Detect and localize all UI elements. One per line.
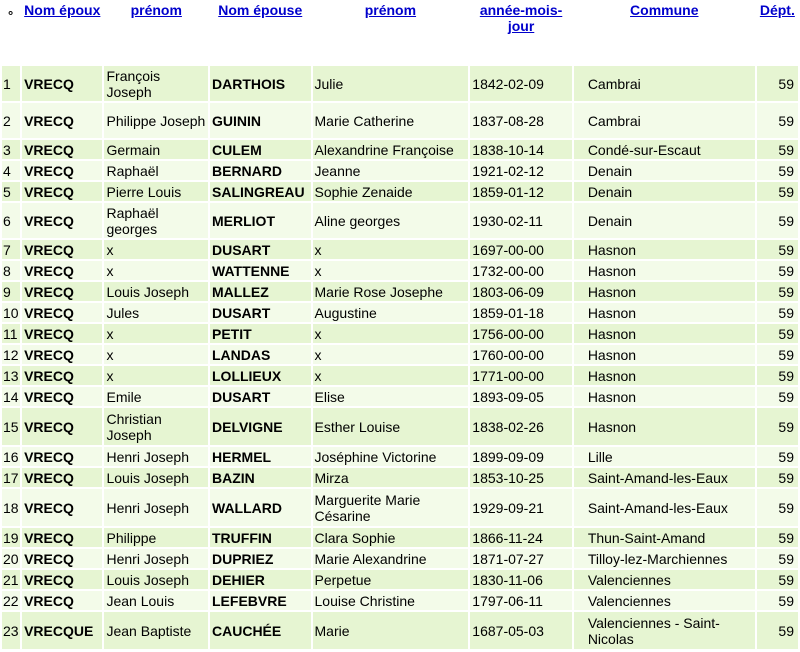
commune-cell: Thun-Saint-Amand [574, 528, 755, 547]
row-number: 1 [2, 66, 20, 101]
nom-epoux-cell: VRECQ [22, 387, 102, 406]
row-number: 12 [3, 346, 19, 363]
date-cell: 1842-02-09 [470, 66, 572, 101]
table-row [2, 387, 798, 406]
dept-cell: 59 [757, 282, 798, 301]
nom-epouse-cell: SALINGREAU [210, 182, 311, 201]
commune-cell: Valenciennes - Saint-Nicolas [574, 612, 755, 649]
header-row [2, 2, 798, 64]
row-number: 13 [3, 367, 19, 384]
nom-epouse-cell: LOLLIEUX [210, 366, 311, 385]
nom-epouse-cell: LANDAS [210, 345, 311, 364]
nom-epouse-cell: LEFEBVRE [210, 591, 311, 610]
prenom-cell: Germain [104, 140, 208, 159]
commune-cell: Hasnon [574, 303, 755, 322]
commune-cell: Saint-Amand-les-Eaux [574, 468, 755, 487]
row-number: 18 [2, 489, 20, 526]
nom-epouse-cell: DELVIGNE [210, 408, 311, 445]
dept-cell: 59 [757, 591, 798, 610]
table-row [2, 612, 798, 649]
commune-cell: Hasnon [574, 282, 755, 301]
row-number: 10 [3, 304, 19, 321]
nom-epoux-cell: VRECQ [22, 303, 102, 322]
date-cell: 1830-11-06 [470, 570, 572, 589]
table-row [2, 570, 798, 589]
date-cell: 1859-01-18 [470, 303, 572, 322]
date-cell: 1756-00-00 [470, 324, 572, 343]
table-row [2, 103, 798, 138]
prenom-cell: Jean Louis [104, 591, 208, 610]
prenom-cell: Raphaël georges [104, 203, 208, 238]
prenom-epouse-cell: x [313, 324, 469, 343]
dept-cell: 59 [757, 182, 798, 201]
prenom-cell: Christian Joseph [104, 408, 208, 445]
row-number: 17 [3, 469, 19, 486]
table-row [2, 303, 798, 322]
prenom-cell: François Joseph [104, 66, 208, 101]
commune-cell: Valenciennes [574, 570, 755, 589]
nom-epouse-cell: TRUFFIN [210, 528, 311, 547]
nom-epoux-cell: VRECQ [22, 203, 102, 238]
table-row [2, 408, 798, 445]
commune-cell: Hasnon [574, 345, 755, 364]
commune-cell: Cambrai [574, 66, 755, 101]
nom-epouse-cell: MALLEZ [210, 282, 311, 301]
prenom-epouse-cell: Marie Alexandrine [313, 549, 469, 568]
prenom-epouse-cell: Marie Catherine [313, 103, 469, 138]
table-row [2, 549, 798, 568]
prenom-epouse-cell: Aline georges [313, 203, 469, 238]
prenom-cell: Henri Joseph [104, 489, 208, 526]
prenom-epouse-cell: Marie [313, 612, 469, 649]
commune-cell: Denain [574, 203, 755, 238]
nom-epoux-cell: VRECQ [22, 366, 102, 385]
prenom-cell: Louis Joseph [104, 570, 208, 589]
dept-cell: 59 [757, 261, 798, 280]
prenom-cell: Philippe Joseph [104, 103, 208, 138]
dept-cell: 59 [757, 203, 798, 238]
table-row [2, 468, 798, 487]
date-cell: 1732-00-00 [470, 261, 572, 280]
date-cell: 1760-00-00 [470, 345, 572, 364]
nom-epouse-cell: CULEM [210, 140, 311, 159]
prenom-cell: Louis Joseph [104, 468, 208, 487]
nom-epouse-cell: WATTENNE [210, 261, 311, 280]
prenom-epouse-cell: Julie [313, 66, 469, 101]
nom-epouse-cell: CAUCHÉE [210, 612, 311, 649]
dept-cell: 59 [757, 612, 798, 649]
commune-cell: Denain [574, 182, 755, 201]
commune-cell: Valenciennes [574, 591, 755, 610]
prenom-epouse-cell: Perpetue [313, 570, 469, 589]
prenom-cell: Pierre Louis [104, 182, 208, 201]
prenom-epouse-cell: Augustine [313, 303, 469, 322]
table-row [2, 528, 798, 547]
nom-epouse-cell: BAZIN [210, 468, 311, 487]
nom-epouse-cell: PETIT [210, 324, 311, 343]
prenom-epouse-cell: Mirza [313, 468, 469, 487]
prenom-epouse-cell: Sophie Zenaide [313, 182, 469, 201]
nom-epoux-cell: VRECQ [22, 489, 102, 526]
prenom-cell: x [104, 366, 208, 385]
date-cell: 1859-01-12 [470, 182, 572, 201]
commune-cell: Cambrai [574, 103, 755, 138]
nom-epoux-cell: VRECQ [22, 161, 102, 180]
dept-cell: 59 [757, 140, 798, 159]
nom-epouse-cell: DUSART [210, 240, 311, 259]
nom-epoux-cell: VRECQ [22, 468, 102, 487]
nom-epoux-cell: VRECQ [22, 324, 102, 343]
nom-epoux-cell: VRECQ [22, 261, 102, 280]
row-number: 7 [2, 240, 20, 259]
dept-header[interactable]: Dépt. [759, 2, 795, 18]
row-number: 9 [2, 282, 20, 301]
prenom-epouse-cell: Jeanne [313, 161, 469, 180]
table-row [2, 447, 798, 466]
dept-cell: 59 [757, 570, 798, 589]
date-cell: 1697-00-00 [470, 240, 572, 259]
nom-epouse-cell: DUPRIEZ [210, 549, 311, 568]
nom-epouse-header[interactable]: Nom épouse [218, 2, 303, 18]
prenom-epouse-cell: x [313, 240, 469, 259]
prenom-cell: Jean Baptiste [104, 612, 208, 649]
commune-cell: Hasnon [574, 408, 755, 445]
date-cell: 1893-09-05 [470, 387, 572, 406]
nom-epoux-cell: VRECQ [22, 182, 102, 201]
dept-cell: 59 [757, 468, 798, 487]
date-cell: 1803-06-09 [470, 282, 572, 301]
nom-epouse-cell: DUSART [210, 303, 311, 322]
prenom-cell: Philippe [104, 528, 208, 547]
nom-epouse-cell: DUSART [210, 387, 311, 406]
row-number: 14 [3, 388, 19, 405]
date-cell: 1929-09-21 [470, 489, 572, 526]
prenom-cell: x [104, 261, 208, 280]
commune-cell: Hasnon [574, 387, 755, 406]
commune-cell: Saint-Amand-les-Eaux [574, 489, 755, 526]
prenom-cell: Jules [104, 303, 208, 322]
row-number: 21 [3, 571, 19, 588]
table-row [2, 161, 798, 180]
dept-cell: 59 [757, 387, 798, 406]
date-cell: 1838-02-26 [470, 408, 572, 445]
nom-epoux-cell: VRECQ [22, 66, 102, 101]
dept-cell: 59 [757, 103, 798, 138]
nom-epouse-cell: DEHIER [210, 570, 311, 589]
nom-epoux-cell: VRECQ [22, 140, 102, 159]
nom-epouse-cell: WALLARD [210, 489, 311, 526]
row-number: 22 [3, 592, 19, 609]
table-row [2, 282, 798, 301]
dept-cell: 59 [757, 549, 798, 568]
dept-cell: 59 [757, 161, 798, 180]
prenom-epouse-cell: Joséphine Victorine [313, 447, 469, 466]
date-cell: 1853-10-25 [470, 468, 572, 487]
date-cell: 1921-02-12 [470, 161, 572, 180]
table-row [2, 261, 798, 280]
date-cell: 1797-06-11 [470, 591, 572, 610]
commune-cell: Hasnon [574, 261, 755, 280]
table-row [2, 182, 798, 201]
prenom-epouse-header[interactable]: prénom [364, 2, 417, 18]
commune-cell: Hasnon [574, 366, 755, 385]
commune-header[interactable]: Commune [630, 2, 699, 18]
dept-cell: 59 [757, 366, 798, 385]
nom-epoux-cell: VRECQ [22, 408, 102, 445]
prenom-epouse-cell: Esther Louise [313, 408, 469, 445]
commune-cell: Denain [574, 161, 755, 180]
dept-cell: 59 [757, 408, 798, 445]
dept-cell: 59 [757, 345, 798, 364]
commune-cell: Hasnon [574, 240, 755, 259]
nom-epoux-cell: VRECQ [22, 591, 102, 610]
row-number: 2 [2, 103, 20, 138]
prenom-cell: Emile [104, 387, 208, 406]
date-cell: 1871-07-27 [470, 549, 572, 568]
prenom-epouse-cell: Louise Christine [313, 591, 469, 610]
nom-epoux-cell: VRECQ [22, 570, 102, 589]
commune-cell: Hasnon [574, 324, 755, 343]
date-cell: 1837-08-28 [470, 103, 572, 138]
row-number: 8 [2, 261, 20, 280]
nom-epoux-header[interactable]: Nom époux [24, 2, 101, 18]
table-row [2, 345, 798, 364]
date-cell: 1838-10-14 [470, 140, 572, 159]
row-number: 11 [2, 324, 20, 343]
commune-cell: Condé-sur-Escaut [574, 140, 755, 159]
commune-cell: Tilloy-lez-Marchiennes [574, 549, 755, 568]
table-row [2, 324, 798, 343]
dept-cell: 59 [757, 447, 798, 466]
prenom-epouse-cell: Elise [313, 387, 469, 406]
dept-cell: 59 [757, 324, 798, 343]
prenom-epouse-cell: Marguerite Marie Césarine [313, 489, 469, 526]
row-number: 5 [2, 182, 20, 201]
table-row [2, 591, 798, 610]
row-number: 19 [3, 529, 19, 546]
nom-epoux-cell: VRECQ [22, 528, 102, 547]
nom-epouse-cell: HERMEL [210, 447, 311, 466]
degree-header: ° [8, 8, 14, 23]
nom-epouse-cell: MERLIOT [210, 203, 311, 238]
commune-cell: Lille [574, 447, 755, 466]
table-row [2, 140, 798, 159]
nom-epoux-cell: VRECQ [22, 240, 102, 259]
date-cell: 1899-09-09 [470, 447, 572, 466]
prenom-cell: Henri Joseph [104, 549, 208, 568]
prenom-cell: Henri Joseph [104, 447, 208, 466]
prenom-cell: x [104, 240, 208, 259]
nom-epouse-cell: BERNARD [210, 161, 311, 180]
nom-epouse-cell: GUININ [210, 103, 311, 138]
date-cell: 1866-11-24 [470, 528, 572, 547]
prenom-epouse-cell: x [313, 261, 469, 280]
nom-epoux-cell: VRECQ [22, 103, 102, 138]
dept-cell: 59 [757, 528, 798, 547]
nom-epoux-cell: VRECQ [22, 282, 102, 301]
table-row [2, 366, 798, 385]
date-cell: 1930-02-11 [470, 203, 572, 238]
dept-cell: 59 [757, 66, 798, 101]
date-cell: 1771-00-00 [470, 366, 572, 385]
nom-epouse-cell: DARTHOIS [210, 66, 311, 101]
prenom-epouse-cell: Clara Sophie [313, 528, 469, 547]
prenom-epouse-cell: x [313, 366, 469, 385]
nom-epoux-cell: VRECQ [22, 549, 102, 568]
prenom-header[interactable]: prénom [130, 2, 182, 18]
prenom-cell: Raphaël [104, 161, 208, 180]
table-row [2, 240, 798, 259]
nom-epoux-cell: VRECQ [22, 345, 102, 364]
prenom-epouse-cell: Marie Rose Josephe [313, 282, 469, 301]
row-number: 23 [2, 612, 20, 649]
row-number: 3 [2, 140, 20, 159]
prenom-epouse-cell: Alexandrine Françoise [313, 140, 469, 159]
prenom-cell: Louis Joseph [104, 282, 208, 301]
row-number: 20 [3, 550, 19, 567]
prenom-cell: x [104, 345, 208, 364]
table-row [2, 66, 798, 101]
dept-cell: 59 [757, 489, 798, 526]
date-cell: 1687-05-03 [470, 612, 572, 649]
prenom-epouse-cell: x [313, 345, 469, 364]
row-number: 15 [2, 408, 20, 445]
date-header[interactable]: année-mois-jour [479, 2, 563, 34]
dept-cell: 59 [757, 303, 798, 322]
row-number: 6 [2, 203, 20, 238]
dept-cell: 59 [757, 240, 798, 259]
table-row [2, 203, 798, 238]
row-number: 16 [3, 448, 19, 465]
table-row [2, 489, 798, 526]
prenom-cell: x [104, 324, 208, 343]
row-number: 4 [2, 161, 20, 180]
nom-epoux-cell: VRECQ [22, 447, 102, 466]
nom-epoux-cell: VRECQUE [22, 612, 102, 649]
